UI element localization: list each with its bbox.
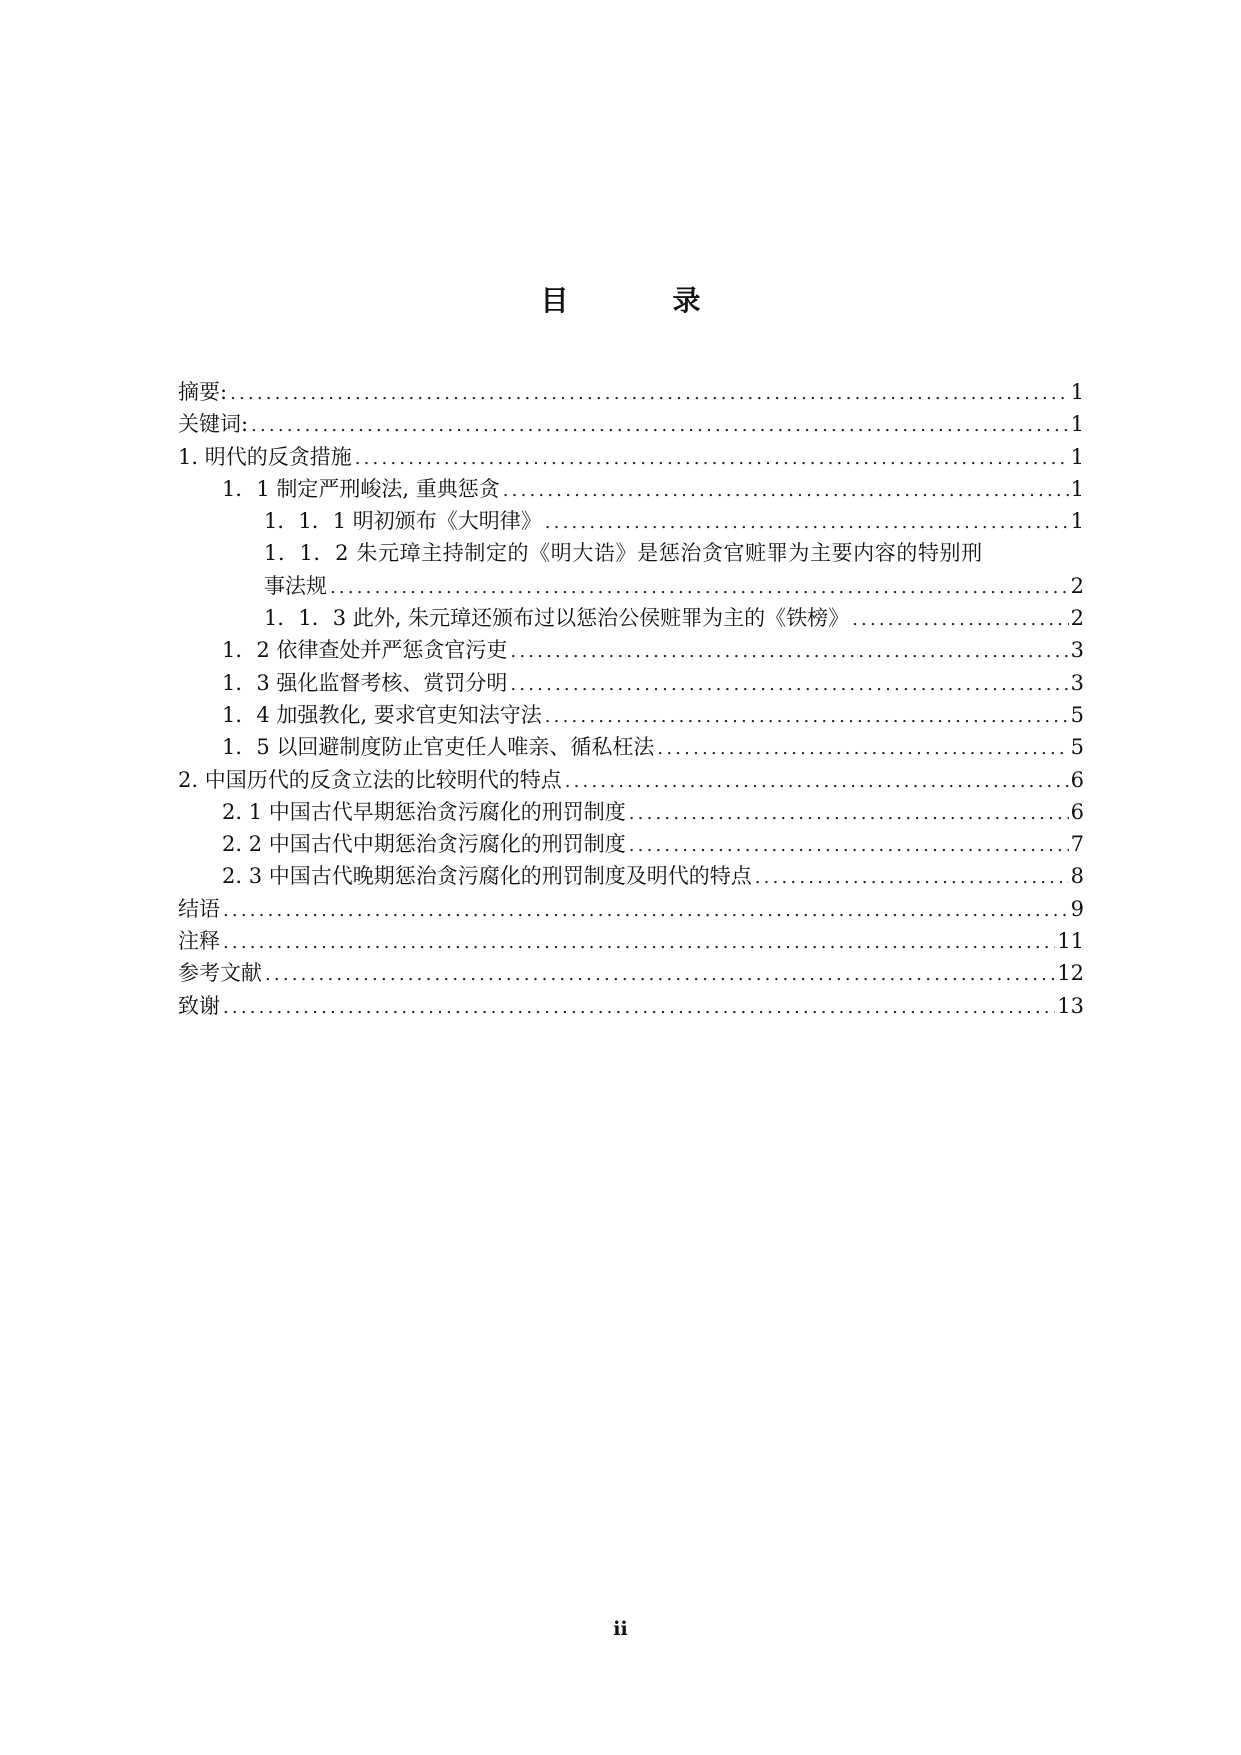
toc-dot-leader	[510, 669, 1068, 699]
toc-entry-label: 1．1．3 此外, 朱元璋还颁布过以惩治公侯赃罪为主的《铁榜》	[264, 606, 850, 631]
toc-entry-label: 2. 2 中国古代中期惩治贪污腐化的刑罚制度	[222, 832, 626, 857]
toc-entry-section-1-1-1[interactable]	[178, 505, 1084, 537]
toc-entry-label: 1．3 强化监督考核、赏罚分明	[222, 670, 508, 695]
toc-entry-label: 致谢	[178, 993, 220, 1018]
toc-entry-abstract[interactable]	[178, 376, 1084, 408]
toc-entry-label: 1．1．1 明初颁布《大明律》	[264, 509, 542, 534]
toc-entry-label: 结语	[178, 896, 220, 921]
toc-entry-section-2-2[interactable]	[178, 828, 1084, 860]
toc-dot-leader	[223, 992, 1055, 1022]
toc-page-number: 1	[1070, 476, 1084, 501]
toc-dot-leader	[503, 475, 1069, 505]
toc-page-number: 1	[1070, 412, 1084, 437]
toc-dot-leader	[223, 927, 1055, 957]
toc-page-number: 6	[1070, 799, 1084, 824]
toc-page-number: 8	[1070, 864, 1084, 889]
toc-entry-label: 1．5 以回避制度防止官吏任人唯亲、循私枉法	[222, 735, 655, 760]
toc-entry-label: 摘要:	[178, 380, 228, 404]
toc-page-number: 3	[1070, 670, 1084, 695]
page-number: ii	[613, 1618, 628, 1640]
toc-dot-leader	[852, 604, 1069, 634]
toc-dot-leader	[251, 410, 1069, 440]
toc-entry-label: 1．2 依律查处并严惩贪官污吏	[222, 638, 508, 663]
toc-entry-section-1-3[interactable]	[178, 667, 1084, 699]
toc-page-number: 1	[1070, 380, 1084, 404]
toc-entry-label: 2. 3 中国古代晚期惩治贪污腐化的刑罚制度及明代的特点	[222, 864, 752, 889]
toc-page-number: 12	[1057, 961, 1084, 986]
toc-entry-conclusion[interactable]	[178, 893, 1084, 925]
toc-entry-label-continued: 事法规	[264, 573, 327, 598]
toc-entry-label: 参考文献	[178, 961, 262, 986]
toc-entry-label: 关键词:	[178, 412, 249, 437]
toc-page-number: 1	[1070, 509, 1084, 534]
toc-entry-notes[interactable]	[178, 925, 1084, 957]
toc-page-number: 2	[1070, 606, 1084, 631]
toc-page-number: 2	[1070, 573, 1084, 598]
page-title: 目 录	[540, 284, 739, 317]
toc-entry-section-1-1-2[interactable]	[178, 537, 1084, 602]
toc-page-number: 5	[1070, 702, 1084, 727]
toc-entry-label: 2. 1 中国古代早期惩治贪污腐化的刑罚制度	[222, 799, 626, 824]
toc-entry-label: 1．4 加强教化, 要求官吏知法守法	[222, 702, 542, 727]
toc-dot-leader	[223, 895, 1069, 925]
toc-page-number: 9	[1070, 896, 1084, 921]
toc-dot-leader	[629, 830, 1069, 860]
toc-dot-leader	[510, 636, 1068, 666]
toc-entry-label: 1．1．2 朱元璋主持制定的《明大诰》是惩治贪官赃罪为主要内容的特别刑	[264, 541, 983, 566]
toc-page-number: 13	[1057, 993, 1084, 1018]
toc-dot-leader	[565, 766, 1069, 796]
toc-entry-chapter-1[interactable]	[178, 441, 1084, 473]
toc-dot-leader	[330, 572, 1069, 602]
toc-dot-leader	[629, 798, 1069, 828]
toc-entry-label: 1. 明代的反贪措施	[178, 444, 352, 469]
toc-entry-label: 注释	[178, 929, 220, 954]
toc-entry-label: 2. 中国历代的反贪立法的比较明代的特点	[178, 767, 562, 792]
toc-page-number: 5	[1070, 735, 1084, 760]
toc-entry-section-1-1-3[interactable]	[178, 602, 1084, 634]
toc-page-number: 1	[1070, 444, 1084, 469]
toc-entry-section-2-3[interactable]	[178, 860, 1084, 892]
toc-entry-section-1-1[interactable]	[178, 473, 1084, 505]
toc-dot-leader	[545, 507, 1069, 537]
toc-entry-keywords[interactable]	[178, 408, 1084, 440]
toc-entry-references[interactable]	[178, 957, 1084, 989]
toc-entry-section-1-2[interactable]	[178, 634, 1084, 666]
toc-entry-section-1-5[interactable]	[178, 731, 1084, 763]
toc-entry-label: 1．1 制定严刑峻法, 重典惩贪	[222, 476, 500, 501]
table-of-contents	[178, 376, 1084, 1022]
toc-dot-leader	[265, 959, 1055, 989]
toc-page-number: 3	[1070, 638, 1084, 663]
toc-dot-leader	[657, 733, 1068, 763]
toc-entry-acknowledgements[interactable]	[178, 990, 1084, 1022]
toc-dot-leader	[755, 862, 1069, 892]
toc-entry-section-1-4[interactable]	[178, 699, 1084, 731]
toc-entry-section-2-1[interactable]	[178, 796, 1084, 828]
toc-dot-leader	[545, 701, 1069, 731]
toc-dot-leader	[355, 443, 1069, 473]
toc-dot-leader	[230, 378, 1069, 408]
toc-page-number: 7	[1070, 832, 1084, 857]
toc-entry-chapter-2[interactable]	[178, 764, 1084, 796]
toc-page-number: 11	[1057, 929, 1084, 954]
toc-page-number: 6	[1070, 767, 1084, 792]
